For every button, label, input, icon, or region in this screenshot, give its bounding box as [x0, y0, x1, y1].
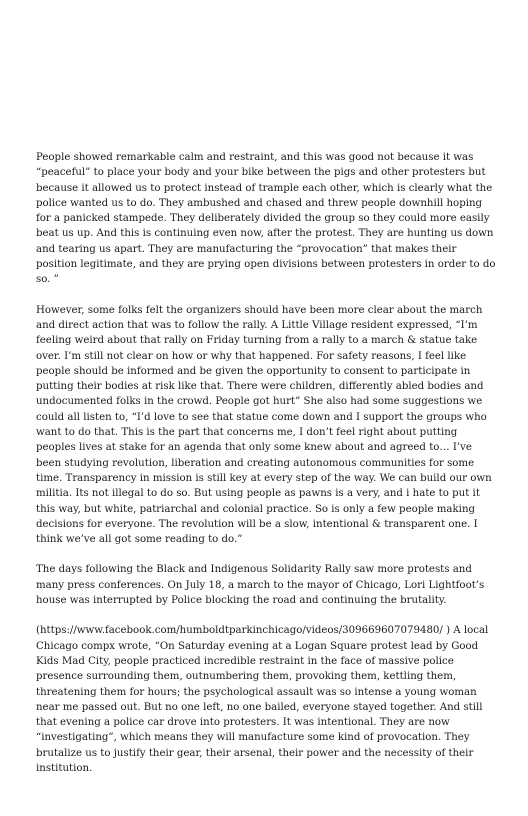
document-body: [36, 150, 496, 791]
paragraph-organizer-critique: However, some folks felt the organizers should have been more clear about the march and direct action that was to follow the rally. A Little Village resident expressed, “I’m feeling weird about that rally on Friday turning from a rally to a march & statue take over. I’m still not clear on how or why that happened. For safety reasons, I feel like people should be informed and be given the opportunity to consent to participate in putting their bodies at risk like that. There were children, differently abled bodies and undocumented folks in the crowd. People got hurt” She also had some suggestions we could all listen to, “I’d love to see that statue come down and I support the groups who want to do that. This is the part that concerns me, I don’t feel right about putting peoples lives at stake for an agenda that only some knew about and agreed to… I’ve been studying revolution, liberation and creating autonomous communities for some time. Transparency in mission is still key at every step of the way. We can build our own militia. Its not illegal to do so. But using people as pawns is a very, and i hate to put it this way, but white, patriarchal and colonial practice. So is only a few people making decisions for everyone. The revolution will be a slow, intentional & transparent one. I think we’ve all got some reading to do.”: [36, 304, 492, 546]
paragraph-following-days: The days following the Black and Indigenous Solidarity Rally saw more protests and many press conferences. On July 18, a march to the mayor of Chicago, Lori Lightfoot’s house was interrupted by Police blocking the road and continuing the brutality.: [36, 564, 485, 607]
paragraph-police-tactics: People showed remarkable calm and restraint, and this was good not because it was “peaceful” to place your body and your bike between the pigs and other protesters but because it allowed us to protect instead of trample each other, which is clearly what the police wanted us to do. They ambushed and chased and threw people downhill hoping for a panicked stampede. They deliberately divided the group so they could more easily beat us up. And this is continuing even now, after the protest. They are hunting us down and tearing us apart. They are manufacturing the “provocation” that makes their position legitimate, and they are prying open divisions between protesters in order to do so. ”: [36, 152, 496, 286]
paragraph-logan-square: (https://www.facebook.com/humboldtparkinchicago/videos/309669607079480/ ) A local Chicago compx wrote, “On Saturday evening at a Logan Square protest lead by Good Kids Mad City, people practiced incredible restraint in the face of massive police presence surrounding them, outnumbering them, provoking them, kettling them, threatening them for hours; the psychological assault was so intense a young woman near me passed out. But no one left, no one bailed, everyone stayed together. And still that evening a police car drove into protesters. It was intentional. They are now “investigating”, which means they will manufacture some kind of provocation. They brutalize us to justify their gear, their arsenal, their power and the necessity of their institution.: [36, 625, 489, 774]
